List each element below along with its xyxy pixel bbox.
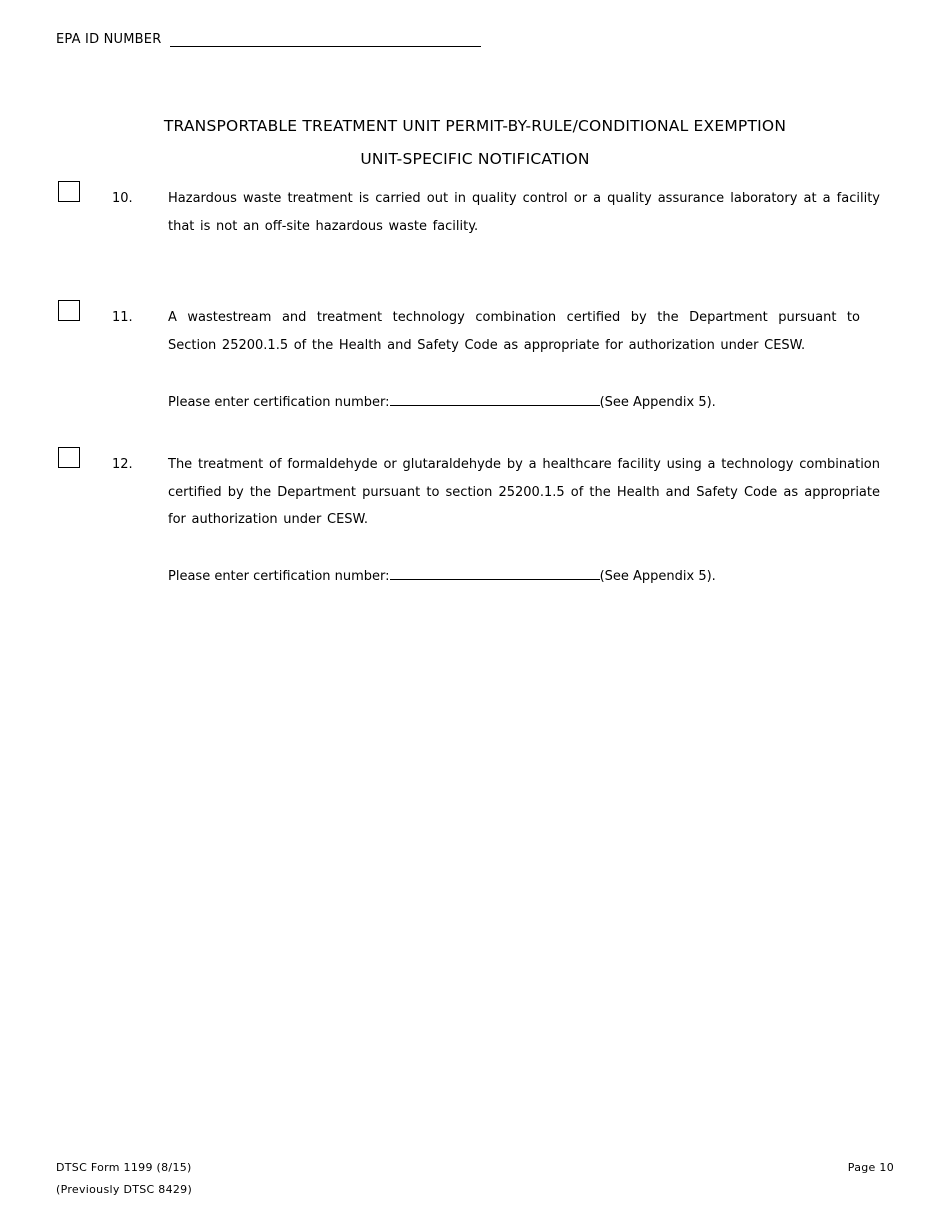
checkbox-item-11[interactable]: [58, 300, 80, 321]
footer-previous-form: (Previously DTSC 8429): [56, 1183, 193, 1196]
item-number-12: 12.: [112, 457, 133, 472]
cert-number-field-11[interactable]: [390, 391, 600, 406]
cert-row-12: [168, 565, 716, 587]
item-text-10: Hazardous waste treatment is carried out in quality control or a quality assurance laboratory at a facility that is not an off-site hazardous waste facility.: [168, 191, 880, 234]
item-number-11: 11.: [112, 310, 133, 325]
epa-id-row: [56, 32, 481, 47]
cert-number-field-12[interactable]: [390, 565, 600, 580]
page-title: TRANSPORTABLE TREATMENT UNIT PERMIT-BY-RULE/CONDITIONAL EXEMPTION: [163, 117, 787, 135]
epa-id-label: EPA ID NUMBER: [56, 32, 162, 47]
cert-suffix-11: (See Appendix 5).: [599, 395, 716, 410]
cert-suffix-12: (See Appendix 5).: [599, 569, 716, 584]
page-subtitle: UNIT-SPECIFIC NOTIFICATION: [360, 150, 590, 168]
item-text-11: A wastestream and treatment technology combination certified by the Department pursuant to Section 25200.1.5 of the Health and Safety Code as appropriate for authorization under CESW.: [168, 310, 860, 353]
cert-prompt-12: Please enter certification number:: [168, 569, 390, 584]
checkbox-item-10[interactable]: [58, 181, 80, 202]
footer-page-number: Page 10: [847, 1161, 894, 1174]
item-text-12: The treatment of formaldehyde or glutaraldehyde by a healthcare facility using a technology combination certified by the Department pursuant to section 25200.1.5 of the Health and Safety Code as appropriate for authorization under CESW.: [168, 457, 880, 527]
cert-prompt-11: Please enter certification number:: [168, 395, 390, 410]
cert-row-11: [168, 391, 716, 413]
footer-form-id: DTSC Form 1199 (8/15): [56, 1161, 192, 1174]
epa-id-field[interactable]: [170, 32, 481, 47]
checkbox-item-12[interactable]: [58, 447, 80, 468]
item-number-10: 10.: [112, 191, 133, 206]
